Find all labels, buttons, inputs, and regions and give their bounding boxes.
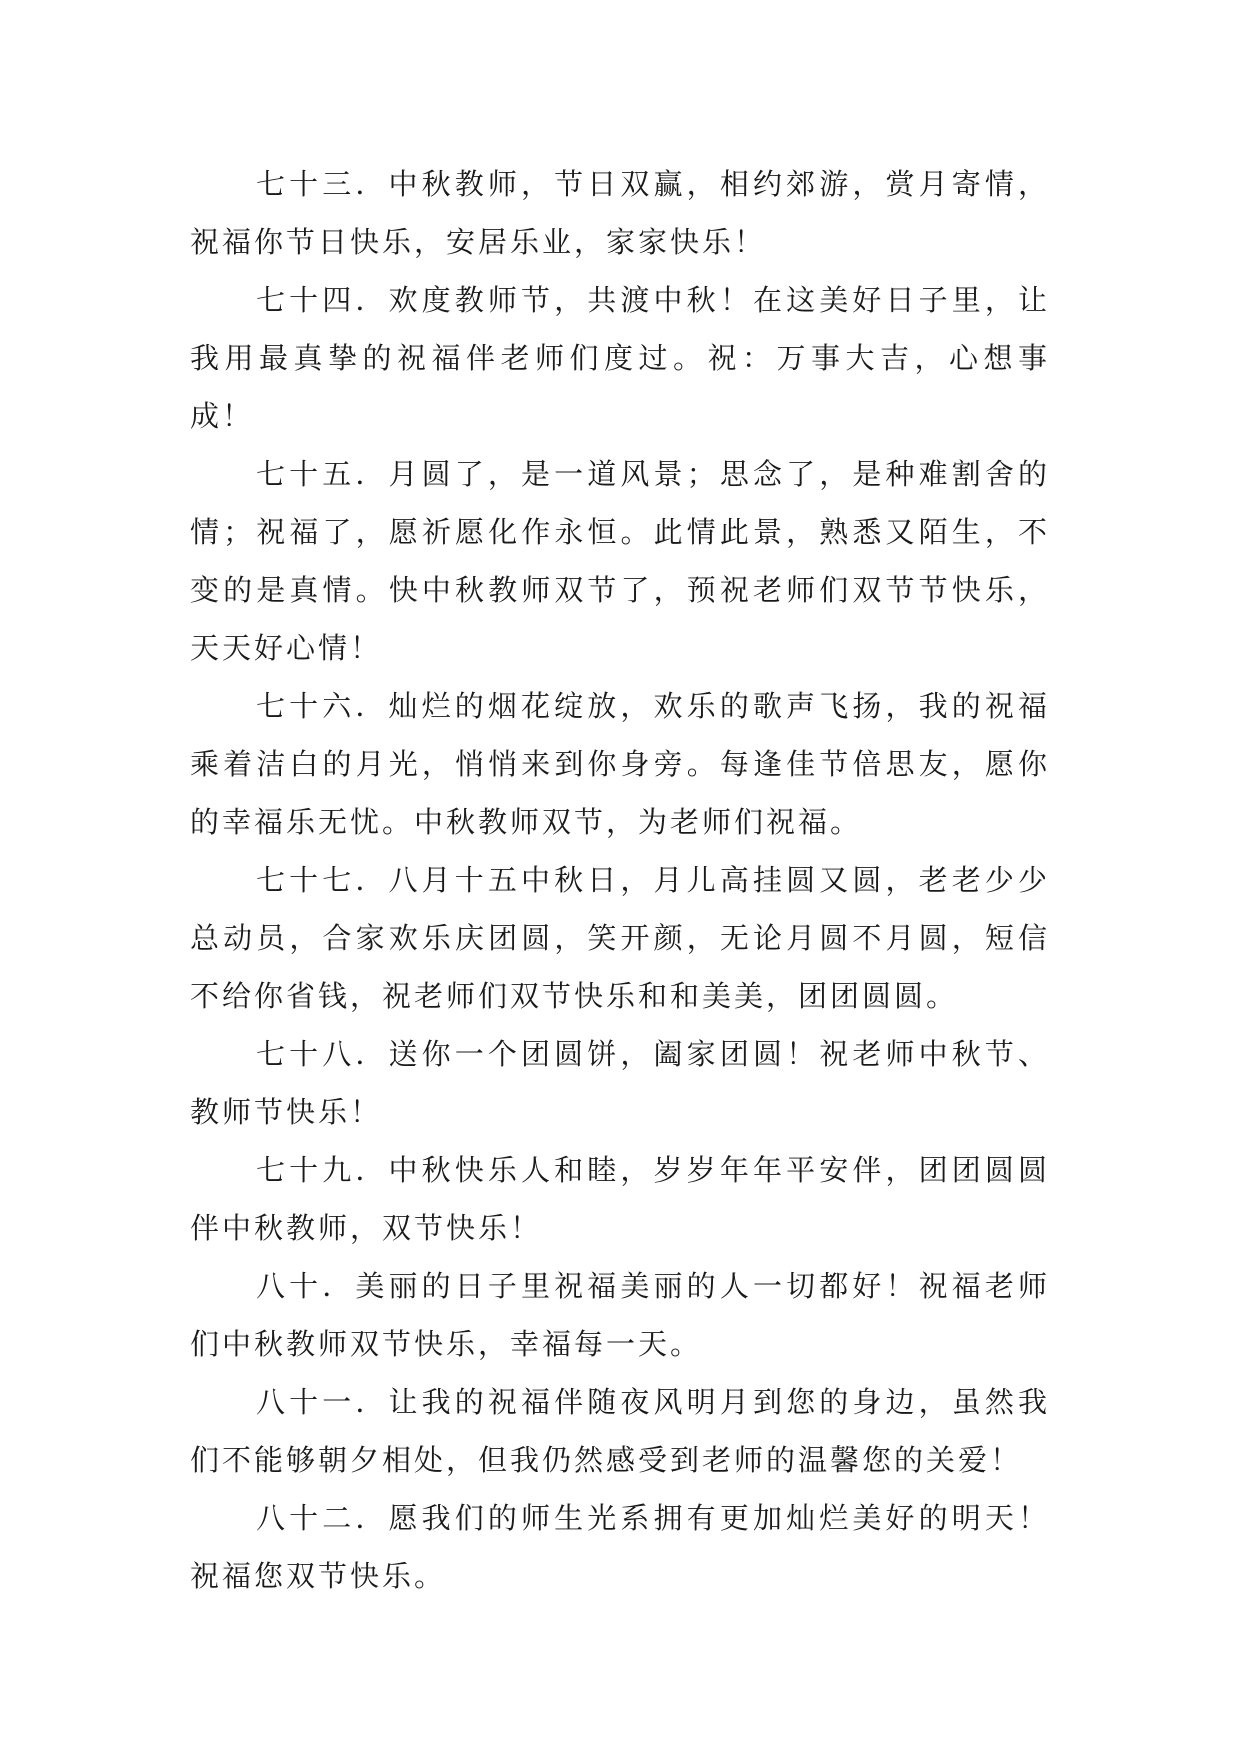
paragraph-80: 八十．美丽的日子里祝福美丽的人一切都好！祝福老师们中秋教师双节快乐，幸福每一天。	[190, 1269, 1050, 1361]
paragraph-79: 七十九．中秋快乐人和睦，岁岁年年平安伴，团团圆圆伴中秋教师，双节快乐！	[190, 1153, 1050, 1245]
paragraph-81: 八十一．让我的祝福伴随夜风明月到您的身边，虽然我们不能够朝夕相处，但我仍然感受到老师的温馨您的关爱！	[190, 1385, 1050, 1477]
paragraph-75: 七十五．月圆了，是一道风景；思念了，是种难割舍的情；祝福了，愿祈愿化作永恒。此情此景，熟悉又陌生，不变的是真情。快中秋教师双节了，预祝老师们双节节快乐，天天好心情！	[190, 457, 1050, 665]
paragraph-76: 七十六．灿烂的烟花绽放，欢乐的歌声飞扬，我的祝福乘着洁白的月光，悄悄来到你身旁。每逢佳节倍思友，愿你的幸福乐无忧。中秋教师双节，为老师们祝福。	[190, 689, 1050, 839]
paragraph-77: 七十七．八月十五中秋日，月儿高挂圆又圆，老老少少总动员，合家欢乐庆团圆，笑开颜，无论月圆不月圆，短信不给你省钱，祝老师们双节快乐和和美美，团团圆圆。	[190, 863, 1050, 1013]
paragraph-74: 七十四．欢度教师节，共渡中秋！在这美好日子里，让我用最真挚的祝福伴老师们度过。祝：万事大吉，心想事成！	[190, 283, 1050, 433]
paragraph-78: 七十八．送你一个团圆饼，阖家团圆！祝老师中秋节、教师节快乐！	[190, 1037, 1050, 1129]
paragraph-82: 八十二．愿我们的师生光系拥有更加灿烂美好的明天！祝福您双节快乐。	[190, 1501, 1050, 1593]
paragraph-73: 七十三．中秋教师，节日双赢，相约郊游，赏月寄情，祝福你节日快乐，安居乐业，家家快乐！	[190, 167, 1050, 259]
document-page	[190, 155, 1050, 1605]
